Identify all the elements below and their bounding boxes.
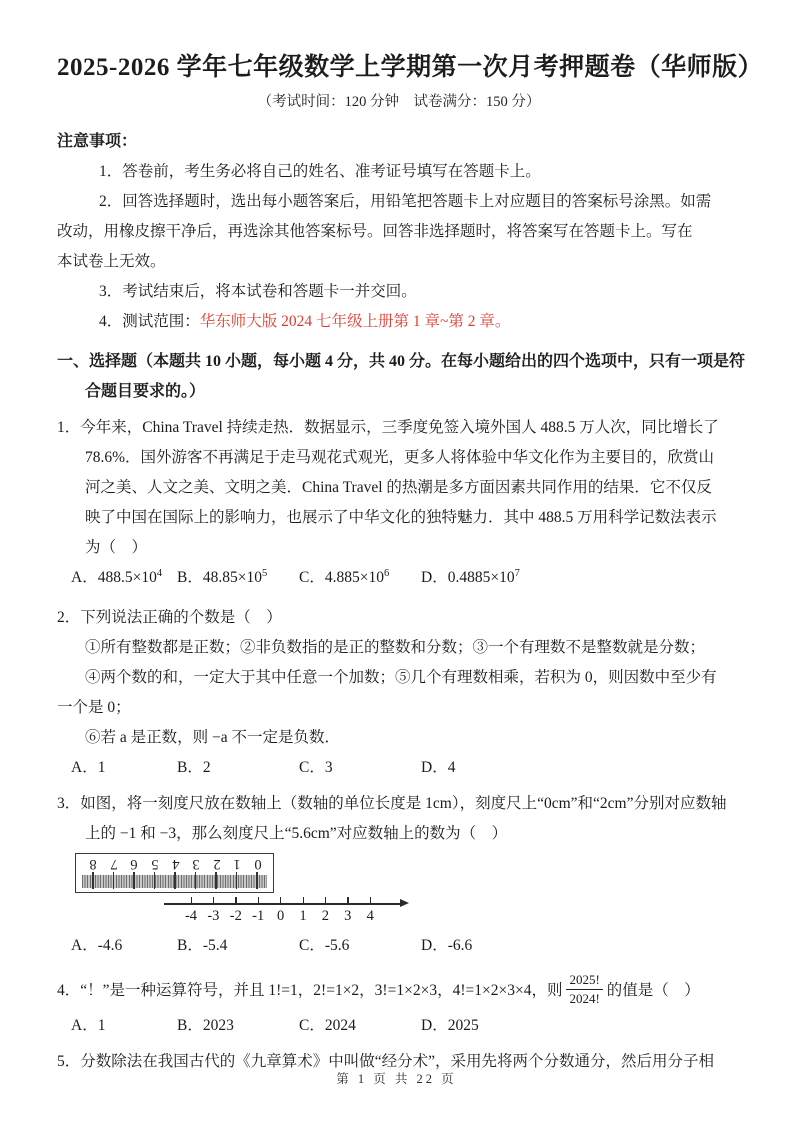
number-line-label: 2 <box>321 908 330 924</box>
number-line-tick <box>325 897 326 905</box>
question-2-option-c: C．3 <box>299 759 333 776</box>
number-line-label: 3 <box>344 908 352 924</box>
question-4-prefix: 4．“！”是一种运算符号，并且 1!=1，2!=1×2，3!=1×2×3，4!=1×2×3×4，则 <box>57 982 563 999</box>
question-4-option-c: C．2024 <box>299 1017 356 1034</box>
question-2-option-a: A．1 <box>71 759 106 776</box>
question-2-line: ⑥若 a 是正数，则 −a 不一定是负数． <box>85 729 341 746</box>
number-line-tick <box>280 897 281 905</box>
ruler-unit-tick <box>154 872 155 889</box>
question-2-line: 一个是 0； <box>57 699 131 716</box>
notices-heading: 注意事项： <box>57 133 138 150</box>
question-1-line: 1．今年来，China Travel 持续走热．数据显示，三季度免签入境外国人 488.5 万人次，同比增长了 <box>57 419 719 436</box>
question-1 <box>57 413 741 593</box>
question-3-option-b: B．-5.4 <box>177 937 228 954</box>
number-line-tick <box>370 897 371 905</box>
ruler-digit: 5 <box>151 855 159 872</box>
question-1-options <box>57 563 741 593</box>
question-4-option-d: D．2025 <box>421 1017 479 1034</box>
question-1-option-a: A．$488.5\times 10^4$ <box>71 567 163 586</box>
exponent: 4 <box>156 567 163 579</box>
notice-item-2-line-2: 改动，用橡皮擦干净后，再选涂其他答案标号。回答非选择题时，将答案写在答题卡上。写在 <box>57 223 693 240</box>
ruler-digit: 7 <box>110 855 118 872</box>
fraction <box>566 972 602 1006</box>
exponent: 7 <box>514 567 520 579</box>
question-1-line: 为（ ） <box>85 539 148 556</box>
number-line-tick <box>213 897 214 905</box>
question-1-option-d: D．$0.4885\times 10^7$ <box>421 567 520 586</box>
question-1-option-b: B．$48.85\times 10^5$ <box>177 567 268 586</box>
number-line-label: 1 <box>299 908 307 924</box>
question-3-option-c: C．-5.6 <box>299 937 350 954</box>
notice-item-1: 1．答卷前，考生务必将自己的姓名、准考证号填写在答题卡上。 <box>99 163 541 180</box>
ruler-unit-tick <box>113 872 114 889</box>
number-line-label: -4 <box>184 908 198 924</box>
page-content <box>57 0 764 1077</box>
q3-figure-ruler-numberline <box>57 853 741 931</box>
number-line-tick <box>347 897 348 905</box>
question-2-options <box>57 753 741 783</box>
ruler-unit-tick <box>92 872 93 889</box>
question-3-option-d: D．-6.6 <box>421 937 473 954</box>
question-1-line: 78.6%．国外游客不再满足于走马观花式观光，更多人将体验中华文化作为主要目的，欣赏山 <box>85 449 715 466</box>
ruler-digit: 3 <box>192 855 200 872</box>
question-2-line: ④两个数的和，一定大于其中任意一个加数；⑤几个有理数相乘，若积为 0，则因数中至少有 <box>85 669 717 686</box>
notice-item-4 <box>99 307 741 337</box>
question-4-options <box>57 1011 741 1041</box>
question-1-option-c: C．$4.885\times 10^6$ <box>299 567 390 586</box>
question-4-option-a: A．1 <box>71 1017 106 1034</box>
ruler-digit: 0 <box>254 855 262 872</box>
ruler-digit: 6 <box>130 855 138 872</box>
question-5-line: 5．分数除法在我国古代的《九章算术》中叫做“经分术”，采用先将两个分数通分，然后用分子相 <box>57 1053 715 1070</box>
section-1-heading-line-1: 一、选择题（本题共 10 小题，每小题 4 分，共 40 分。在每小题给出的四个选项中，只有一项是符 <box>57 353 746 370</box>
question-3-line: 上的 −1 和 −3，那么刻度尺上“5.6cm”对应数轴上的数为（ ） <box>85 825 508 842</box>
number-line-tick <box>191 897 192 905</box>
notice-item-4-prefix: 4．测试范围： <box>99 313 200 330</box>
question-2-line: 2．下列说法正确的个数是（ ） <box>57 609 282 626</box>
question-3-line: 3．如图，将一刻度尺放在数轴上（数轴的单位长度是 1cm），刻度尺上“0cm”和“2cm”分别对应数轴 <box>57 795 727 812</box>
question-2 <box>57 603 741 783</box>
question-2-option-b: B．2 <box>177 759 211 776</box>
number-line-label: 0 <box>276 908 285 924</box>
fraction-denominator: 2024! <box>569 990 600 1006</box>
section-1-heading <box>57 347 746 407</box>
question-4 <box>57 967 741 1041</box>
number-line-label: -1 <box>252 908 265 924</box>
ruler-digit: 4 <box>171 855 180 872</box>
ruler-digits <box>87 855 264 873</box>
notice-item-2-line-1: 2．回答选择题时，选出每小题答案后，用铅笔把答题卡上对应题目的答案标号涂黑。如需 <box>99 193 712 210</box>
question-1-line: 映了中国在国际上的影响力，也展示了中华文化的独特魅力．其中 488.5 万用科学记数法表示 <box>85 509 717 526</box>
question-4-suffix: 的值是（ ） <box>606 982 700 999</box>
number-line-tick <box>235 897 236 905</box>
ruler-unit-tick <box>215 872 216 889</box>
ruler <box>75 853 274 893</box>
page-footer: 第 1 页 共 22 页 <box>336 1072 457 1086</box>
question-2-line: ①所有整数都是正数；②非负数指的是正的整数和分数；③一个有理数不是整数就是分数； <box>85 639 706 656</box>
question-3-options <box>57 931 741 961</box>
exam-title: 2025-2026 学年七年级数学上学期第一次月考押题卷（华师版） <box>57 54 764 81</box>
exponent: 6 <box>383 567 390 579</box>
exam-subtitle: （考试时间：120 分钟 试卷满分：150 分） <box>257 94 541 110</box>
number-line-label: -3 <box>207 908 220 924</box>
question-4-line <box>57 967 741 1011</box>
exam-scope-text: 华东师大版 2024 七年级上册第 1 章~第 2 章。 <box>199 313 511 330</box>
question-3-option-a: A．-4.6 <box>71 937 123 954</box>
ruler-unit-tick <box>174 872 175 889</box>
question-4-option-b: B．2023 <box>177 1017 234 1034</box>
ruler-unit-tick <box>133 872 134 889</box>
ruler-unit-tick <box>195 872 196 889</box>
ruler-digit: 2 <box>213 855 221 872</box>
section-1-heading-line-2: 合题目要求的。） <box>85 383 206 400</box>
exponent: 5 <box>261 567 268 579</box>
fraction-numerator: 2025! <box>566 972 602 990</box>
notice-item-3: 3．考试结束后，将本试卷和答题卡一并交回。 <box>99 283 417 300</box>
number-line-label: 4 <box>366 908 374 924</box>
question-3 <box>57 789 741 961</box>
question-2-option-d: D．4 <box>421 759 456 776</box>
ruler-digit: 8 <box>89 855 97 872</box>
number-line-tick <box>303 897 304 905</box>
question-1-line: 河之美、人文之美、文明之美．China Travel 的热潮是多方面因素共同作用的结果．它不仅反 <box>85 479 712 496</box>
number-line-arrowhead-icon <box>400 899 409 907</box>
number-line-tick <box>258 897 259 905</box>
notice-item-2-line-3: 本试卷上无效。 <box>57 253 166 270</box>
number-line-label: -2 <box>229 908 242 924</box>
ruler-unit-tick <box>256 872 257 889</box>
ruler-digit: 1 <box>233 855 241 872</box>
ruler-unit-tick <box>236 872 237 889</box>
